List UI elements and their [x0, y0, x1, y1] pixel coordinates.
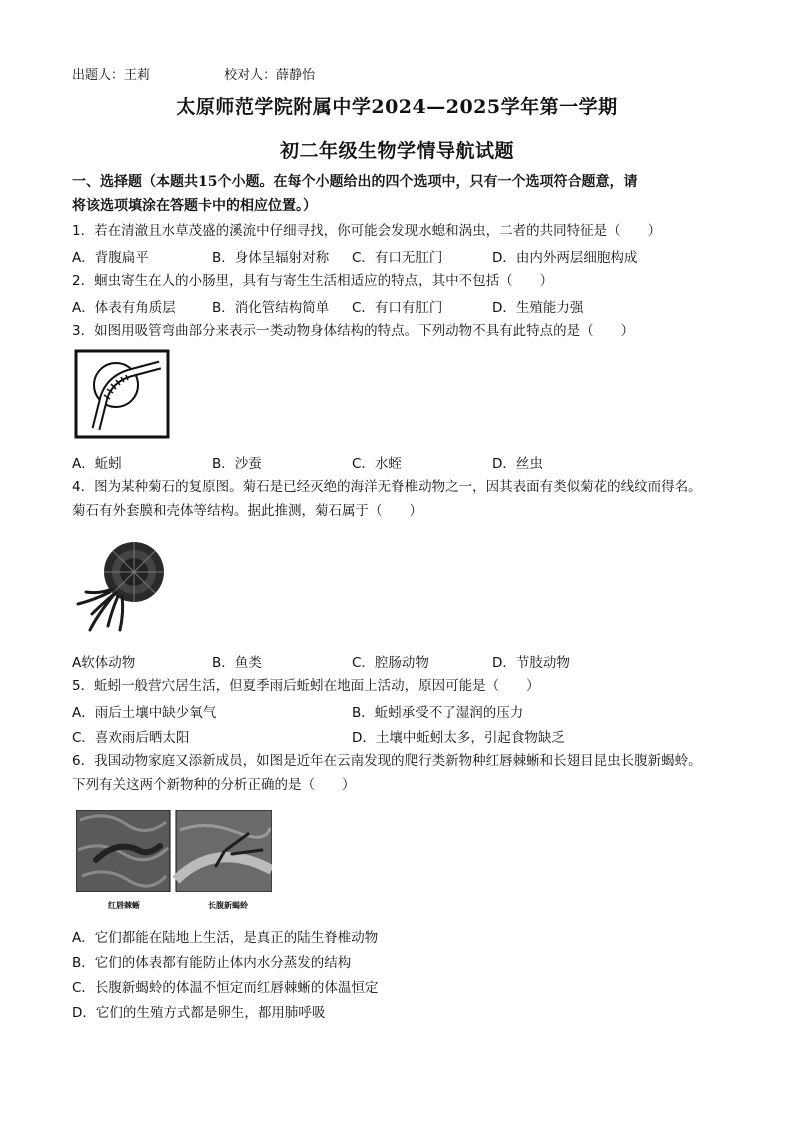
- question-5-stem: 5．蚯蚓一般营穴居生活，但夏季雨后蚯蚓在地面上活动，原因可能是（ ）: [72, 678, 540, 694]
- q5-option-a[interactable]: A．雨后土壤中缺少氧气: [72, 705, 217, 721]
- q5-option-c[interactable]: C．喜欢雨后晒太阳: [72, 730, 190, 746]
- q3-option-a[interactable]: A．蚯蚓: [72, 456, 122, 472]
- q6-option-b[interactable]: B．它们的体表都有能防止体内水分蒸发的结构: [72, 955, 352, 971]
- q1-option-d[interactable]: D．由内外两层细胞构成: [492, 250, 638, 266]
- bent-straw-illustration: [74, 349, 170, 439]
- q3-option-c[interactable]: C．水蛭: [352, 456, 402, 472]
- new-species-figure: [76, 810, 272, 896]
- straw-figure: [74, 349, 170, 443]
- q1-option-a[interactable]: A．背腹扁平: [72, 250, 149, 266]
- q2-option-a[interactable]: A．体表有角质层: [72, 300, 176, 316]
- q6-option-c[interactable]: C．长腹新蝎蛉的体温不恒定而红唇棘蜥的体温恒定: [72, 980, 379, 996]
- q1-option-c[interactable]: C．有口无肛门: [352, 250, 443, 266]
- question-4-stem-line-2: 菊石有外套膜和壳体等结构。据此推测，菊石属于（ ）: [72, 503, 423, 519]
- q5-option-b[interactable]: B．蚯蚓承受不了湿润的压力: [352, 705, 524, 721]
- q4-option-b[interactable]: B．鱼类: [212, 655, 262, 671]
- q2-option-b[interactable]: B．消化管结构简单: [212, 300, 330, 316]
- q3-option-d[interactable]: D．丝虫: [492, 456, 543, 472]
- exam-meta: [72, 64, 315, 83]
- ammonite-illustration: [72, 534, 172, 634]
- question-4-stem-line-1: 4．图为某种菊石的复原图。菊石是已经灭绝的海洋无脊椎动物之一，因其表面有类似菊花的线纹而得名。: [72, 479, 702, 495]
- q6-option-a[interactable]: A．它们都能在陆地上生活，是真正的陆生脊椎动物: [72, 930, 379, 946]
- q4-option-d[interactable]: D．节肢动物: [492, 655, 570, 671]
- q6-option-d[interactable]: D．它们的生殖方式都是卵生，都用肺呼吸: [72, 1005, 326, 1021]
- section-heading-line-2: 将该选项填涂在答题卡中的相应位置。）: [72, 198, 317, 214]
- q3-option-b[interactable]: B．沙蚕: [212, 456, 262, 472]
- q1-option-b[interactable]: B．身体呈辐射对称: [212, 250, 330, 266]
- author-label: 出题人：王莉: [72, 68, 151, 83]
- q4-option-a[interactable]: A软体动物: [72, 655, 136, 671]
- figure-caption-left: 红唇棘蜥: [108, 901, 140, 910]
- proofer-label: 校对人：薛静怡: [224, 68, 316, 83]
- q2-option-c[interactable]: C．有口有肛门: [352, 300, 443, 316]
- q2-option-d[interactable]: D．生殖能力强: [492, 300, 584, 316]
- page-subtitle: 初二年级生物学情导航试题: [279, 140, 514, 162]
- question-1-stem: 1．若在清澈且水草茂盛的溪流中仔细寻找，你可能会发现水螅和涡虫，二者的共同特征是（ ）: [72, 223, 662, 239]
- figure-caption-right: 长腹新蝎蛉: [208, 901, 248, 910]
- q5-option-d[interactable]: D．土壤中蚯蚓太多，引起食物缺乏: [352, 730, 565, 746]
- new-species-photos: [76, 810, 272, 892]
- section-heading-line-1: 一、选择题（本题共15个小题。在每个小题给出的四个选项中，只有一个选项符合题意，请: [72, 174, 638, 190]
- ammonite-figure: [72, 534, 172, 638]
- question-6-stem-line-1: 6．我国动物家庭又添新成员，如图是近年在云南发现的爬行类新物种红唇棘蜥和长翅目昆虫长腹新蝎蛉。: [72, 753, 702, 769]
- question-3-stem: 3．如图用吸管弯曲部分来表示一类动物身体结构的特点。下列动物不具有此特点的是（ ）: [72, 323, 635, 339]
- q4-option-c[interactable]: C．腔肠动物: [352, 655, 429, 671]
- question-6-stem-line-2: 下列有关这两个新物种的分析正确的是（ ）: [72, 777, 356, 793]
- page-title: 太原师范学院附属中学2024—2025学年第一学期: [176, 96, 618, 118]
- question-2-stem: 2．蛔虫寄生在人的小肠里，具有与寄生生活相适应的特点，其中不包括（ ）: [72, 273, 554, 289]
